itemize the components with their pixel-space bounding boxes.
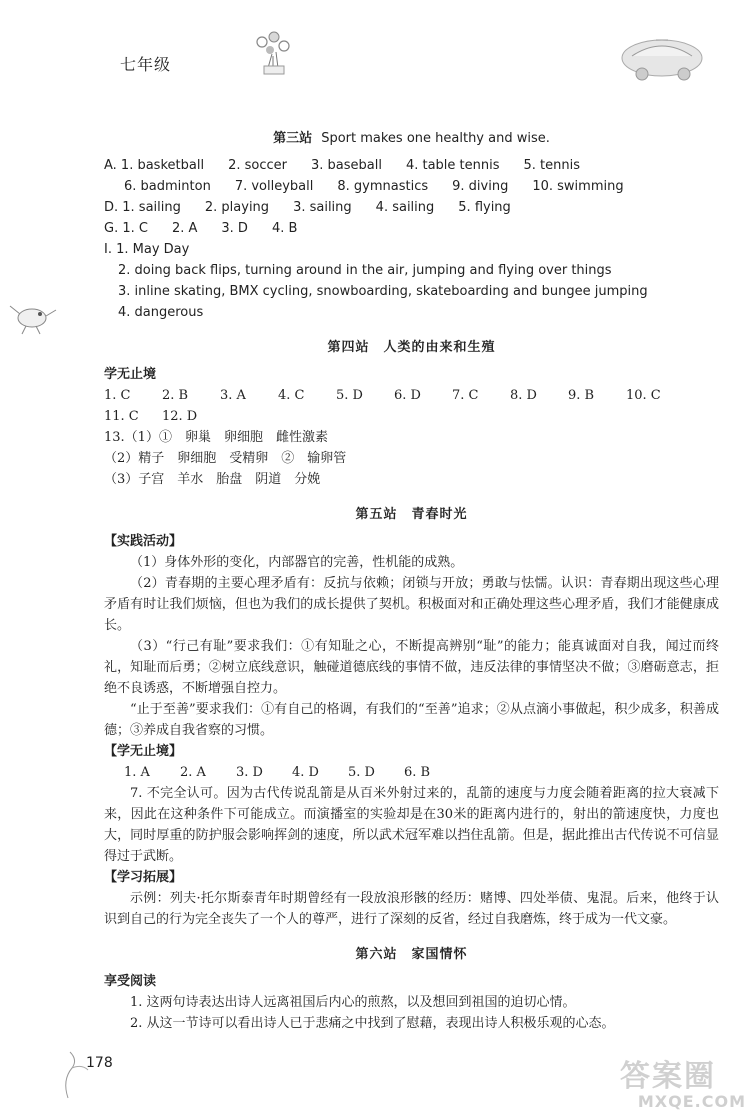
s4-subheading: 学无止境 [104, 367, 157, 382]
s4-row-2 [104, 406, 719, 427]
answer-item: 4. table tennis [405, 158, 500, 173]
s6-subheading: 享受阅读 [104, 974, 157, 989]
answer-item: 11. C [104, 409, 139, 424]
answer-item: 8. gymnastics [337, 179, 429, 194]
answer-item: 3. A [220, 388, 246, 403]
answer-item: 6. B [404, 765, 431, 780]
section-6-title: 第六站 家国情怀 [355, 947, 468, 962]
section-3-title-cn: 第三站 [273, 131, 313, 146]
answer-item: 7. volleyball [234, 179, 314, 194]
answer-item: 2. B [162, 388, 189, 403]
answer-item: 12. D [162, 409, 198, 424]
answer-item: D. 1. sailing [104, 200, 181, 215]
s3-g-row [104, 218, 719, 239]
answer-item: 5. D [336, 388, 363, 403]
s5-paragraph-6: 示例：列夫·托尔斯泰青年时期曾经有一段放浪形骸的经历：赌博、四处举债、鬼混。后来，他终于认识到自己的行为完全丧失了一个人的尊严，进行了深刻的反省，经过自我磨炼，终于成为一代文豪。 [104, 891, 719, 927]
answer-item: A. 1. basketball [104, 158, 205, 173]
section-3-title [104, 128, 719, 149]
answer-item: 2. A [180, 765, 206, 780]
answer-item: 2. A [171, 221, 198, 236]
answer-item: 10. swimming [532, 179, 624, 194]
answer-item: 5. D [348, 765, 375, 780]
answer-item: 6. D [394, 388, 421, 403]
answer-item: 4. D [292, 765, 319, 780]
s6-paragraph-2: 2. 从这一节诗可以看出诗人已于悲痛之中找到了慰藉，表现出诗人积极乐观的心态。 [130, 1016, 615, 1031]
answer-item: 9. B [568, 388, 595, 403]
answer-item: 7. C [452, 388, 479, 403]
answer-item: 4. B [271, 221, 298, 236]
s5-heading-extension: 【学习拓展】 [104, 870, 183, 885]
s5-choice-row [104, 762, 719, 783]
s3-i-2: 2. doing back flips, turning around in the air, jumping and flying over things [118, 263, 612, 278]
watermark-domain: MXQE.COM [637, 1092, 746, 1111]
s3-i-4: 4. dangerous [118, 305, 204, 320]
answer-item: 3. D [221, 221, 248, 236]
s5-paragraph-1: （1）身体外形的变化，内部器官的完善，性机能的成熟。 [130, 555, 464, 570]
s3-a-row-1 [104, 155, 719, 176]
grade-label: 七年级 [120, 55, 172, 74]
watermark-text: 答案圈 [620, 1059, 716, 1094]
answer-content [104, 128, 719, 1034]
answer-item: 9. diving [452, 179, 509, 194]
page-number: 178 [86, 1055, 113, 1071]
s5-heading-practice: 【实践活动】 [104, 534, 183, 549]
bird-illustration [6, 296, 60, 336]
answer-item: 3. baseball [310, 158, 382, 173]
car-illustration [612, 32, 712, 84]
s5-paragraph-2: （2）青春期的主要心理矛盾有：反抗与依赖；闭锁与开放；勇敢与怯懦。认识：青春期出现这些心理矛盾有时让我们烦恼，但也为我们的成长提供了契机。积极面对和正确处理这些心理矛盾，我们才能健康成长。 [104, 576, 719, 633]
answer-item: 8. D [510, 388, 537, 403]
section-5-title: 第五站 青春时光 [355, 507, 468, 522]
answer-item: 3. sailing [293, 200, 352, 215]
section-3-title-en: Sport makes one healthy and wise. [321, 131, 550, 146]
watermark-logo [620, 1059, 746, 1111]
section-4-title: 第四站 人类的由来和生殖 [327, 340, 496, 355]
s4-q13-3: （3）子宫 羊水 胎盘 阴道 分娩 [104, 472, 321, 487]
s4-row-1 [104, 385, 719, 406]
s4-q13-1: 13.（1）① 卵巢 卵细胞 雌性激素 [104, 430, 328, 445]
answer-item: 1. C [104, 388, 131, 403]
s5-paragraph-5: 7. 不完全认可。因为古代传说乱箭是从百米外射过来的，乱箭的速度与力度会随着距离的拉大衰减下来，因此在这种条件下可能成立。而演播室的实验却是在30米的距离内进行的，射出的箭速度快，力度也大，同时厚重的防护服会影响挥剑的速度，所以武术冠军难以挡住乱箭。但是，据此推出古代传说不可信显得过于武断。 [104, 786, 719, 864]
s6-paragraph-1: 1. 这两句诗表达出诗人远离祖国后内心的煎熬，以及想回到祖国的迫切心情。 [130, 995, 576, 1010]
s5-paragraph-3: （3）“行己有耻”要求我们：①有知耻之心，不断提高辨别“耻”的能力；能真诚面对自我，闻过而终礼，知耻而后勇；②树立底线意识，触碰道德底线的事情不做，违反法律的事情坚决不做；③磨砺意志，拒绝不良诱惑，不断增强自控力。 [104, 639, 719, 696]
answer-item: 2. soccer [228, 158, 287, 173]
answer-item: 5. tennis [523, 158, 580, 173]
s3-i-3: 3. inline skating, BMX cycling, snowboarding, skateboarding and bungee jumping [118, 284, 648, 299]
answer-item: 1. A [124, 765, 150, 780]
answer-item: 2. playing [204, 200, 270, 215]
s3-i-1: I. 1. May Day [104, 242, 190, 257]
s5-paragraph-4: “止于至善”要求我们：①有自己的格调，有我们的“至善”追求；②从点滴小事做起，积少成多，积善成德；③养成自我省察的习惯。 [104, 702, 719, 738]
answer-item: 4. sailing [375, 200, 435, 215]
s5-heading-endless: 【学无止境】 [104, 744, 183, 759]
flowers-illustration [248, 28, 298, 78]
answer-item: 4. C [278, 388, 305, 403]
answer-item: 6. badminton [124, 179, 211, 194]
answer-item: 5. flying [458, 200, 511, 215]
answer-item: 10. C [626, 388, 661, 403]
answer-item: 3. D [236, 765, 263, 780]
s3-a-row-2 [104, 176, 719, 197]
s4-q13-2: （2）精子 卵细胞 受精卵 ② 输卵管 [104, 451, 347, 466]
answer-item: G. 1. C [104, 221, 148, 236]
s3-d-row [104, 197, 719, 218]
